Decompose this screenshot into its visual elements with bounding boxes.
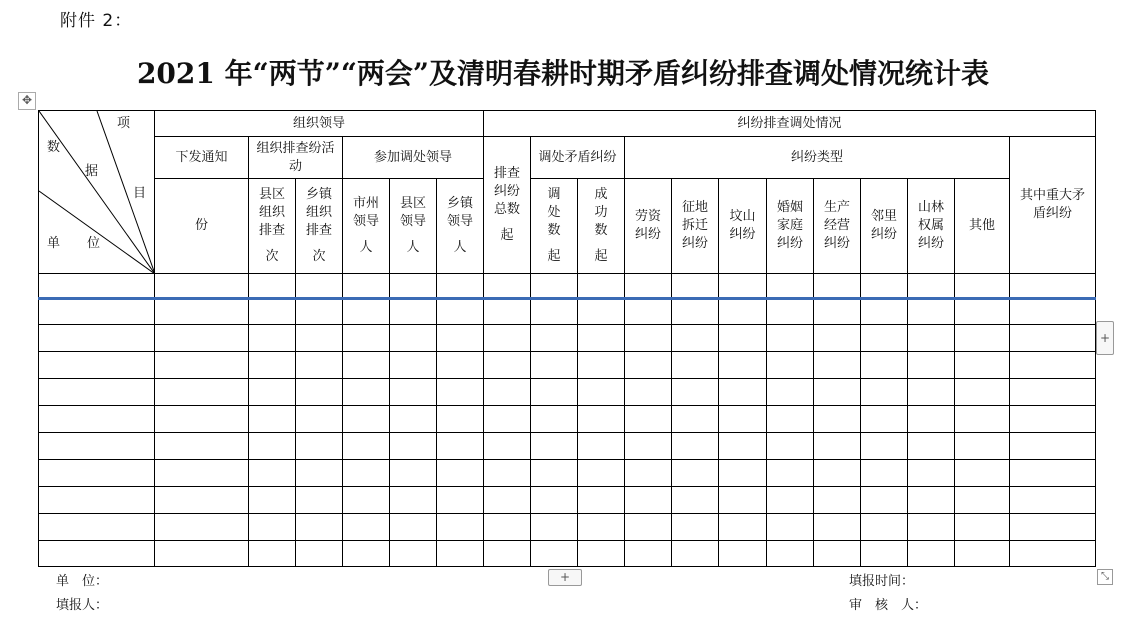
county-org-unit: 次 [265, 249, 279, 264]
forest-dispute-header: 山林权属纠纷 [908, 179, 955, 274]
org-leadership-header: 组织领导 [155, 111, 484, 137]
check-total-line2: 纠纷 [493, 184, 520, 199]
county-org-header [249, 179, 296, 274]
table-row [39, 460, 1096, 487]
dispute-types-header: 纠纷类型 [625, 137, 1010, 179]
join-leaders-header: 参加调处领导 [343, 137, 484, 179]
add-column-button[interactable] [1096, 321, 1114, 355]
check-total-unit: 起 [500, 228, 514, 243]
county-leader-label: 县区领导 [399, 196, 426, 229]
labor-dispute-header: 劳资纠纷 [625, 179, 672, 274]
table-row [39, 487, 1096, 514]
grave-dispute-header: 坟山纠纷 [719, 179, 767, 274]
town-org-unit: 次 [312, 249, 326, 264]
city-leader-unit: 人 [359, 240, 373, 255]
table-row [39, 352, 1096, 379]
table-row [39, 406, 1096, 433]
marriage-dispute-header: 婚姻家庭纠纷 [767, 179, 814, 274]
check-total-header [484, 137, 531, 274]
footer-reviewer-label: 审 核 人： [849, 598, 928, 613]
town-org-header [296, 179, 343, 274]
diag-label-dan: 单 [47, 236, 61, 251]
copies-unit: 份 [155, 179, 249, 274]
success-count-label: 成功数 [594, 187, 608, 238]
city-leader-label: 市州领导 [352, 196, 379, 229]
diag-label-wei: 位 [87, 236, 101, 251]
diagonal-header-cell [39, 111, 155, 274]
land-dispute-header: 征地拆迁纠纷 [672, 179, 719, 274]
issue-notice-header: 下发通知 [155, 137, 249, 179]
mediated-count-unit: 起 [547, 249, 561, 264]
table-row [39, 325, 1096, 352]
neighbor-dispute-header: 邻里纠纷 [861, 179, 908, 274]
town-leader-label: 乡镇领导 [446, 196, 473, 229]
county-leader-header [390, 179, 437, 274]
mediate-conflict-header: 调处矛盾纠纷 [531, 137, 625, 179]
statistics-table [38, 110, 1096, 567]
diag-label-shu: 数 [47, 140, 61, 155]
town-org-label: 乡镇组织排查 [305, 187, 332, 238]
dispute-situation-header: 纠纷排查调处情况 [484, 111, 1096, 137]
table-row [39, 433, 1096, 460]
production-dispute-header: 生产经营纠纷 [814, 179, 861, 274]
mediated-count-label: 调处数 [547, 187, 561, 238]
success-count-unit: 起 [594, 249, 608, 264]
page-title: 2021 年“两节”“两会”及清明春耕时期矛盾纠纷排查调处情况统计表 [136, 57, 990, 90]
footer-filler-label: 填报人： [56, 598, 109, 613]
diag-label-mu: 目 [133, 186, 147, 201]
footer-time-label: 填报时间： [849, 574, 915, 589]
resize-icon[interactable]: ⤡ [1097, 569, 1113, 585]
other-dispute-header: 其他 [955, 179, 1010, 274]
org-activity-header: 组织排查纷活动 [249, 137, 343, 179]
table-row [39, 274, 1096, 299]
county-org-label: 县区组织排查 [258, 187, 285, 238]
table-row [39, 299, 1096, 325]
check-total-line1: 排查 [493, 166, 520, 181]
add-row-button[interactable] [548, 569, 582, 586]
city-leader-header [343, 179, 390, 274]
attachment-label: 附件 2： [60, 11, 133, 31]
major-disputes-header: 其中重大矛盾纠纷 [1010, 137, 1096, 274]
plus-icon: + [1099, 331, 1111, 345]
move-icon[interactable]: ✥ [18, 92, 36, 110]
mediated-count-header [531, 179, 578, 274]
town-leader-header [437, 179, 484, 274]
success-count-header [578, 179, 625, 274]
table-row [39, 541, 1096, 567]
table-row [39, 379, 1096, 406]
check-total-line3: 总数 [493, 202, 520, 217]
table-row [39, 514, 1096, 541]
diag-label-ju: 据 [85, 164, 99, 179]
plus-icon: + [559, 570, 571, 584]
footer-unit-label: 单 位： [56, 574, 109, 589]
county-leader-unit: 人 [406, 240, 420, 255]
town-leader-unit: 人 [453, 240, 467, 255]
diag-label-xiang: 项 [117, 116, 131, 131]
